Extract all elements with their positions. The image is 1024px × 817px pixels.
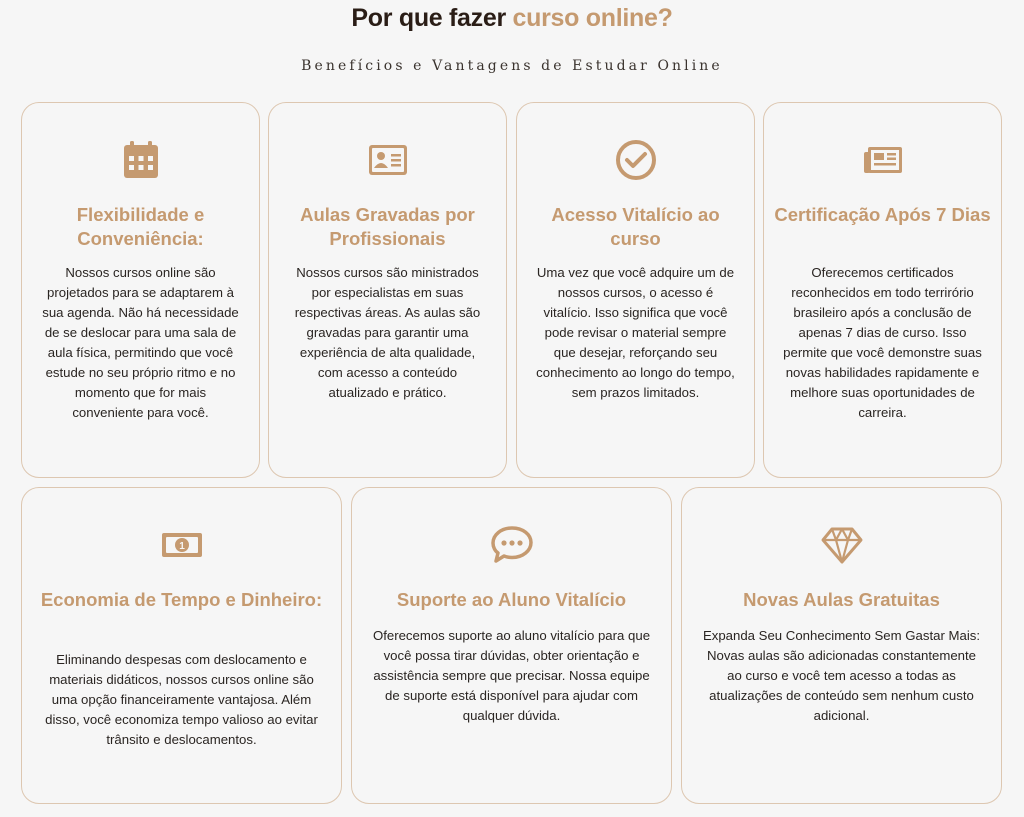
card-title: Certificação Após 7 Dias [774,204,991,225]
chat-bubble-icon [489,522,535,568]
card-text: Oferecemos suporte ao aluno vitalício para que você possa tirar dúvidas, obter orientação e assistência sempre que precisar. Nossa equipe de suporte está disponível para ajudar com qualquer dúvida. [372,628,651,723]
benefit-card-savings [21,487,342,804]
card-text: Uma vez que você adquire um de nossos cursos, o acesso é vitalício. Isso significa que você pode revisar o material sempre que desejar, reforçando seu conhecimento ao longo do tempo, sem prazos limitados. [536,265,735,400]
card-text: Nossos cursos são ministrados por especialistas em suas respectivas áreas. As aulas são gravadas para garantir uma experiência de alta qualidade, com acesso a conteúdo atualizado e prático. [294,265,481,400]
card-title: Flexibilidade e Conveniência: [76,204,205,249]
page-subtitle: Benefícios e Vantagens de Estudar Online [301,58,723,74]
calendar-icon [118,137,164,183]
page-title [0,4,1024,33]
card-text: Nossos cursos online são projetados para se adaptarem à sua agenda. Não há necessidade de se deslocar para uma sala de aula física, permitindo que você estude no seu próprio ritmo e no momento que for mais conveniente para você. [42,265,239,420]
card-title: Novas Aulas Gratuitas [743,589,940,610]
title-main: Por que fazer [351,4,513,32]
check-circle-icon [613,137,659,183]
title-accent: curso online? [512,4,673,32]
card-text: Eliminando despesas com deslocamento e materiais didáticos, nossos cursos online são uma opção financeiramente vantajosa. Além disso, você economiza tempo valioso ao evitar trânsito e deslocamentos. [45,652,318,747]
card-title: Aulas Gravadas por Profissionais [300,204,475,249]
benefit-card-flexibility [21,102,260,478]
benefit-card-recorded-classes [268,102,507,478]
card-title: Acesso Vitalício ao curso [551,204,720,249]
card-text: Oferecemos certificados reconhecidos em todo terrirório brasileiro após a conclusão de apenas 7 dias de curso. Isso permite que você demonstre suas novas habilidades rapidamente e melhore suas oportunidades de carreira. [783,265,982,420]
diamond-icon [819,522,865,568]
newspaper-icon [860,137,906,183]
card-text: Expanda Seu Conhecimento Sem Gastar Mais: Novas aulas são adicionadas constantemente ao curso e você tem acesso a todas as atualizações de conteúdo sem nenhum custo adicional. [702,628,981,723]
benefit-card-certification [763,102,1002,478]
money-bill-icon [159,522,205,568]
benefit-card-lifetime-access [516,102,755,478]
benefit-card-support [351,487,672,804]
card-title: Economia de Tempo e Dinheiro: [40,589,323,610]
benefit-card-free-classes [681,487,1002,804]
id-card-icon [365,137,411,183]
card-title: Suporte ao Aluno Vitalício [396,589,627,610]
svg-text:1: 1 [178,541,185,552]
